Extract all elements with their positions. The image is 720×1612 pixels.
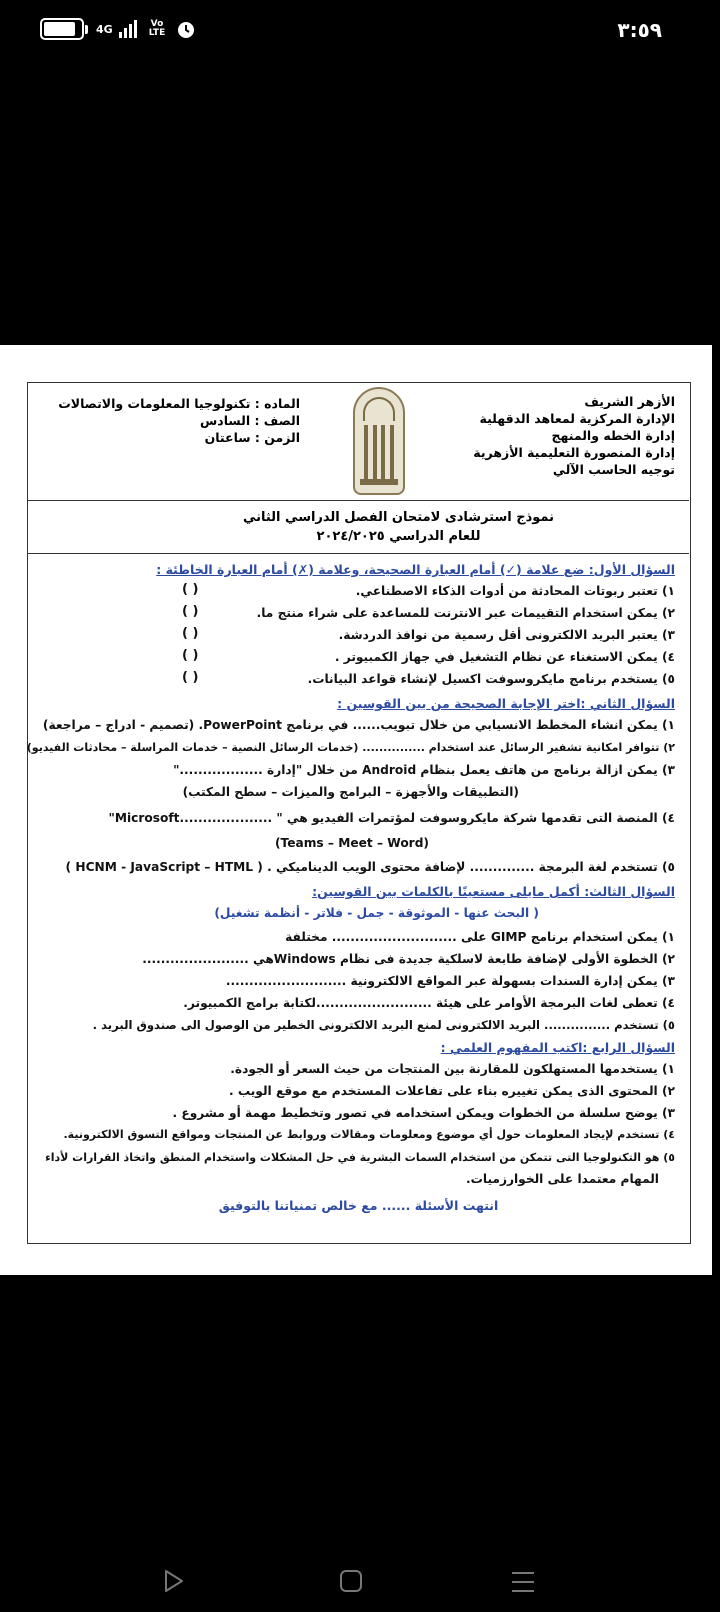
back-icon[interactable] — [162, 1568, 186, 1594]
q3-item: ٥) تستخدم ............... البريد الالكترونى لمنع البريد الالكترونى الخطير من الوصول الى صندوق البريد . — [92, 1018, 675, 1032]
navigation-bar — [0, 1560, 720, 1612]
q2-item: ٣) يمكن ازالة برنامج من هاتف يعمل بنظام Android من خلال "إدارة .................." — [173, 763, 675, 777]
q3-heading: السؤال الثالث: أكمل مايلى مستعينًا بالكلمات بين القوسين: — [312, 884, 675, 899]
network-type: 4G — [96, 22, 113, 36]
exam-title: نموذج استرشادى لامتحان الفصل الدراسي الثاني للعام الدراسي ٢٠٢٤/٢٠٢٥ — [28, 502, 689, 554]
institution-line: إدارة المنصورة التعليمية الأزهرية — [473, 445, 675, 460]
home-icon[interactable] — [340, 1570, 362, 1592]
answer-paren: ( ) — [182, 670, 199, 685]
subject-info — [50, 395, 300, 446]
q4-item: ٣) يوضح سلسلة من الخطوات ويمكن استخدامه في تصور وتخطيط مهمة أو مشروع . — [172, 1106, 675, 1120]
exam-document — [0, 345, 712, 1275]
q4-item: ١) يستخدمها المستهلكون للمقارنة بين المنتجات من حيث السعر أو الجودة. — [230, 1062, 675, 1076]
q3-item: ٣) يمكن إدارة السندات بسهولة عبر المواقع الالكترونية .......................... — [225, 974, 675, 988]
battery-icon — [40, 18, 84, 40]
recent-apps-icon[interactable] — [512, 1572, 534, 1592]
q2-item: ١) يمكن انشاء المخطط الانسيابي من خلال تبويب...... في برنامج PowerPoint. (تصميم - ادراج – مراجعة) — [42, 718, 675, 732]
q4-item: ٥) هو التكنولوجيا التى تتمكن من استخدام السمات البشرية في حل المشكلات واستخدام المنطق واتخاذ القرارات لأداء — [45, 1151, 675, 1164]
status-icons — [40, 18, 197, 40]
answer-paren: ( ) — [182, 626, 199, 641]
q2-item: ٤) المنصة التى تقدمها شركة مايكروسوفت لمؤتمرات الفيديو هي " ....................Microsoft" — [108, 811, 675, 825]
q4-heading: السؤال الرابع :اكتب المفهوم العلمي : — [440, 1040, 675, 1055]
institution-line: الأزهر الشريف — [584, 394, 675, 409]
closing-note: انتهت الأسئلة ...... مع خالص تمنياتنا بالتوفيق — [218, 1198, 499, 1213]
q3-word-bank: ( البحث عنها - الموثوقة - جمل - فلاتر - أنظمة تشغيل) — [214, 906, 539, 920]
institution-info — [425, 393, 675, 478]
exam-header — [28, 383, 689, 501]
q1-item: ٥) يستخدم برنامج مايكروسوفت اكسيل لإنشاء قواعد البيانات. — [307, 672, 675, 686]
q4-item: ٢) المحتوى الذى يمكن تغييره بناء على تفاعلات المستخدم مع موقع الويب . — [228, 1084, 675, 1098]
clock: ٣:٥٩ — [617, 18, 662, 42]
q1-item: ٣) يعتبر البريد الالكترونى أقل رسمية من نوافذ الدردشة. — [338, 628, 675, 642]
q1-item: ١) تعتبر ربوتات المحادثة من أدوات الذكاء الاصطناعي. — [355, 584, 675, 598]
subject-line: الماده : تكنولوجيا المعلومات والاتصالات — [58, 396, 300, 411]
exam-frame — [27, 382, 691, 1244]
q3-item: ١) يمكن استخدام برنامج GIMP على ........................... مختلفة — [285, 930, 675, 944]
answer-paren: ( ) — [182, 648, 199, 663]
q1-heading: السؤال الأول: ضع علامة (✓) أمام العبارة الصحيحة، وعلامة (✗) أمام العبارة الخاطئة : — [156, 562, 675, 577]
answer-paren: ( ) — [182, 582, 199, 597]
institution-line: الإدارة المركزية لمعاهد الدقهلية — [479, 411, 675, 426]
q3-item: ٤) تعطى لغات البرمجة الأوامر على هيئة .........................لكتابة برامج الكمبيوتر. — [183, 996, 675, 1010]
q2-item: ٥) تستخدم لغة البرمجة .............. لإضافة محتوى الويب الديناميكي . ( HCNM - JavaScript – HTML ) — [65, 860, 675, 874]
q1-item: ٢) يمكن استخدام التقييمات عبر الانترنت للمساعدة على شراء منتج ما. — [256, 606, 675, 620]
signal-icon — [119, 20, 137, 38]
alarm-icon — [175, 18, 197, 40]
institution-line: توجيه الحاسب الآلي — [552, 462, 675, 477]
q1-item: ٤) يمكن الاستغناء عن نظام التشغيل في جهاز الكمبيوتر . — [334, 650, 675, 664]
volte-icon: Vo LTE — [148, 19, 166, 38]
answer-paren: ( ) — [182, 604, 199, 619]
q3-item: ٢) الخطوة الأولى لإضافة طابعة لاسلكية جديدة فى نظام Windowsهي ....................... — [142, 952, 675, 966]
grade-line: الصف : السادس — [200, 413, 300, 428]
institution-line: إدارة الخطه والمنهج — [551, 428, 675, 443]
q2-options: (التطبيقات والأجهزة – البرامج والميزات – سطح المكتب) — [182, 785, 519, 799]
duration-line: الزمن : ساعتان — [204, 430, 300, 445]
q4-item: ٤) تستخدم لإيجاد المعلومات حول أي موضوع ومعلومات ومقالات وروابط عن المنتجات ومواقع التسوق الالكترونية. — [63, 1128, 675, 1141]
q2-heading: السؤال الثاني :اختر الإجابة الصحيحة من بين القوسين : — [337, 696, 675, 711]
q4-item-continued: المهام معتمدا على الخوارزميات. — [466, 1172, 659, 1186]
q2-item: ٢) تتوافر امكانية تشفير الرسائل عند استخدام ............... (خدمات الرسائل النصية – خدمات المراسلة – محادثات الفيديو) — [26, 741, 675, 754]
q2-options: (Teams – Meet – Word) — [274, 836, 429, 850]
status-bar — [0, 0, 720, 64]
azhar-seal-icon — [353, 387, 405, 495]
